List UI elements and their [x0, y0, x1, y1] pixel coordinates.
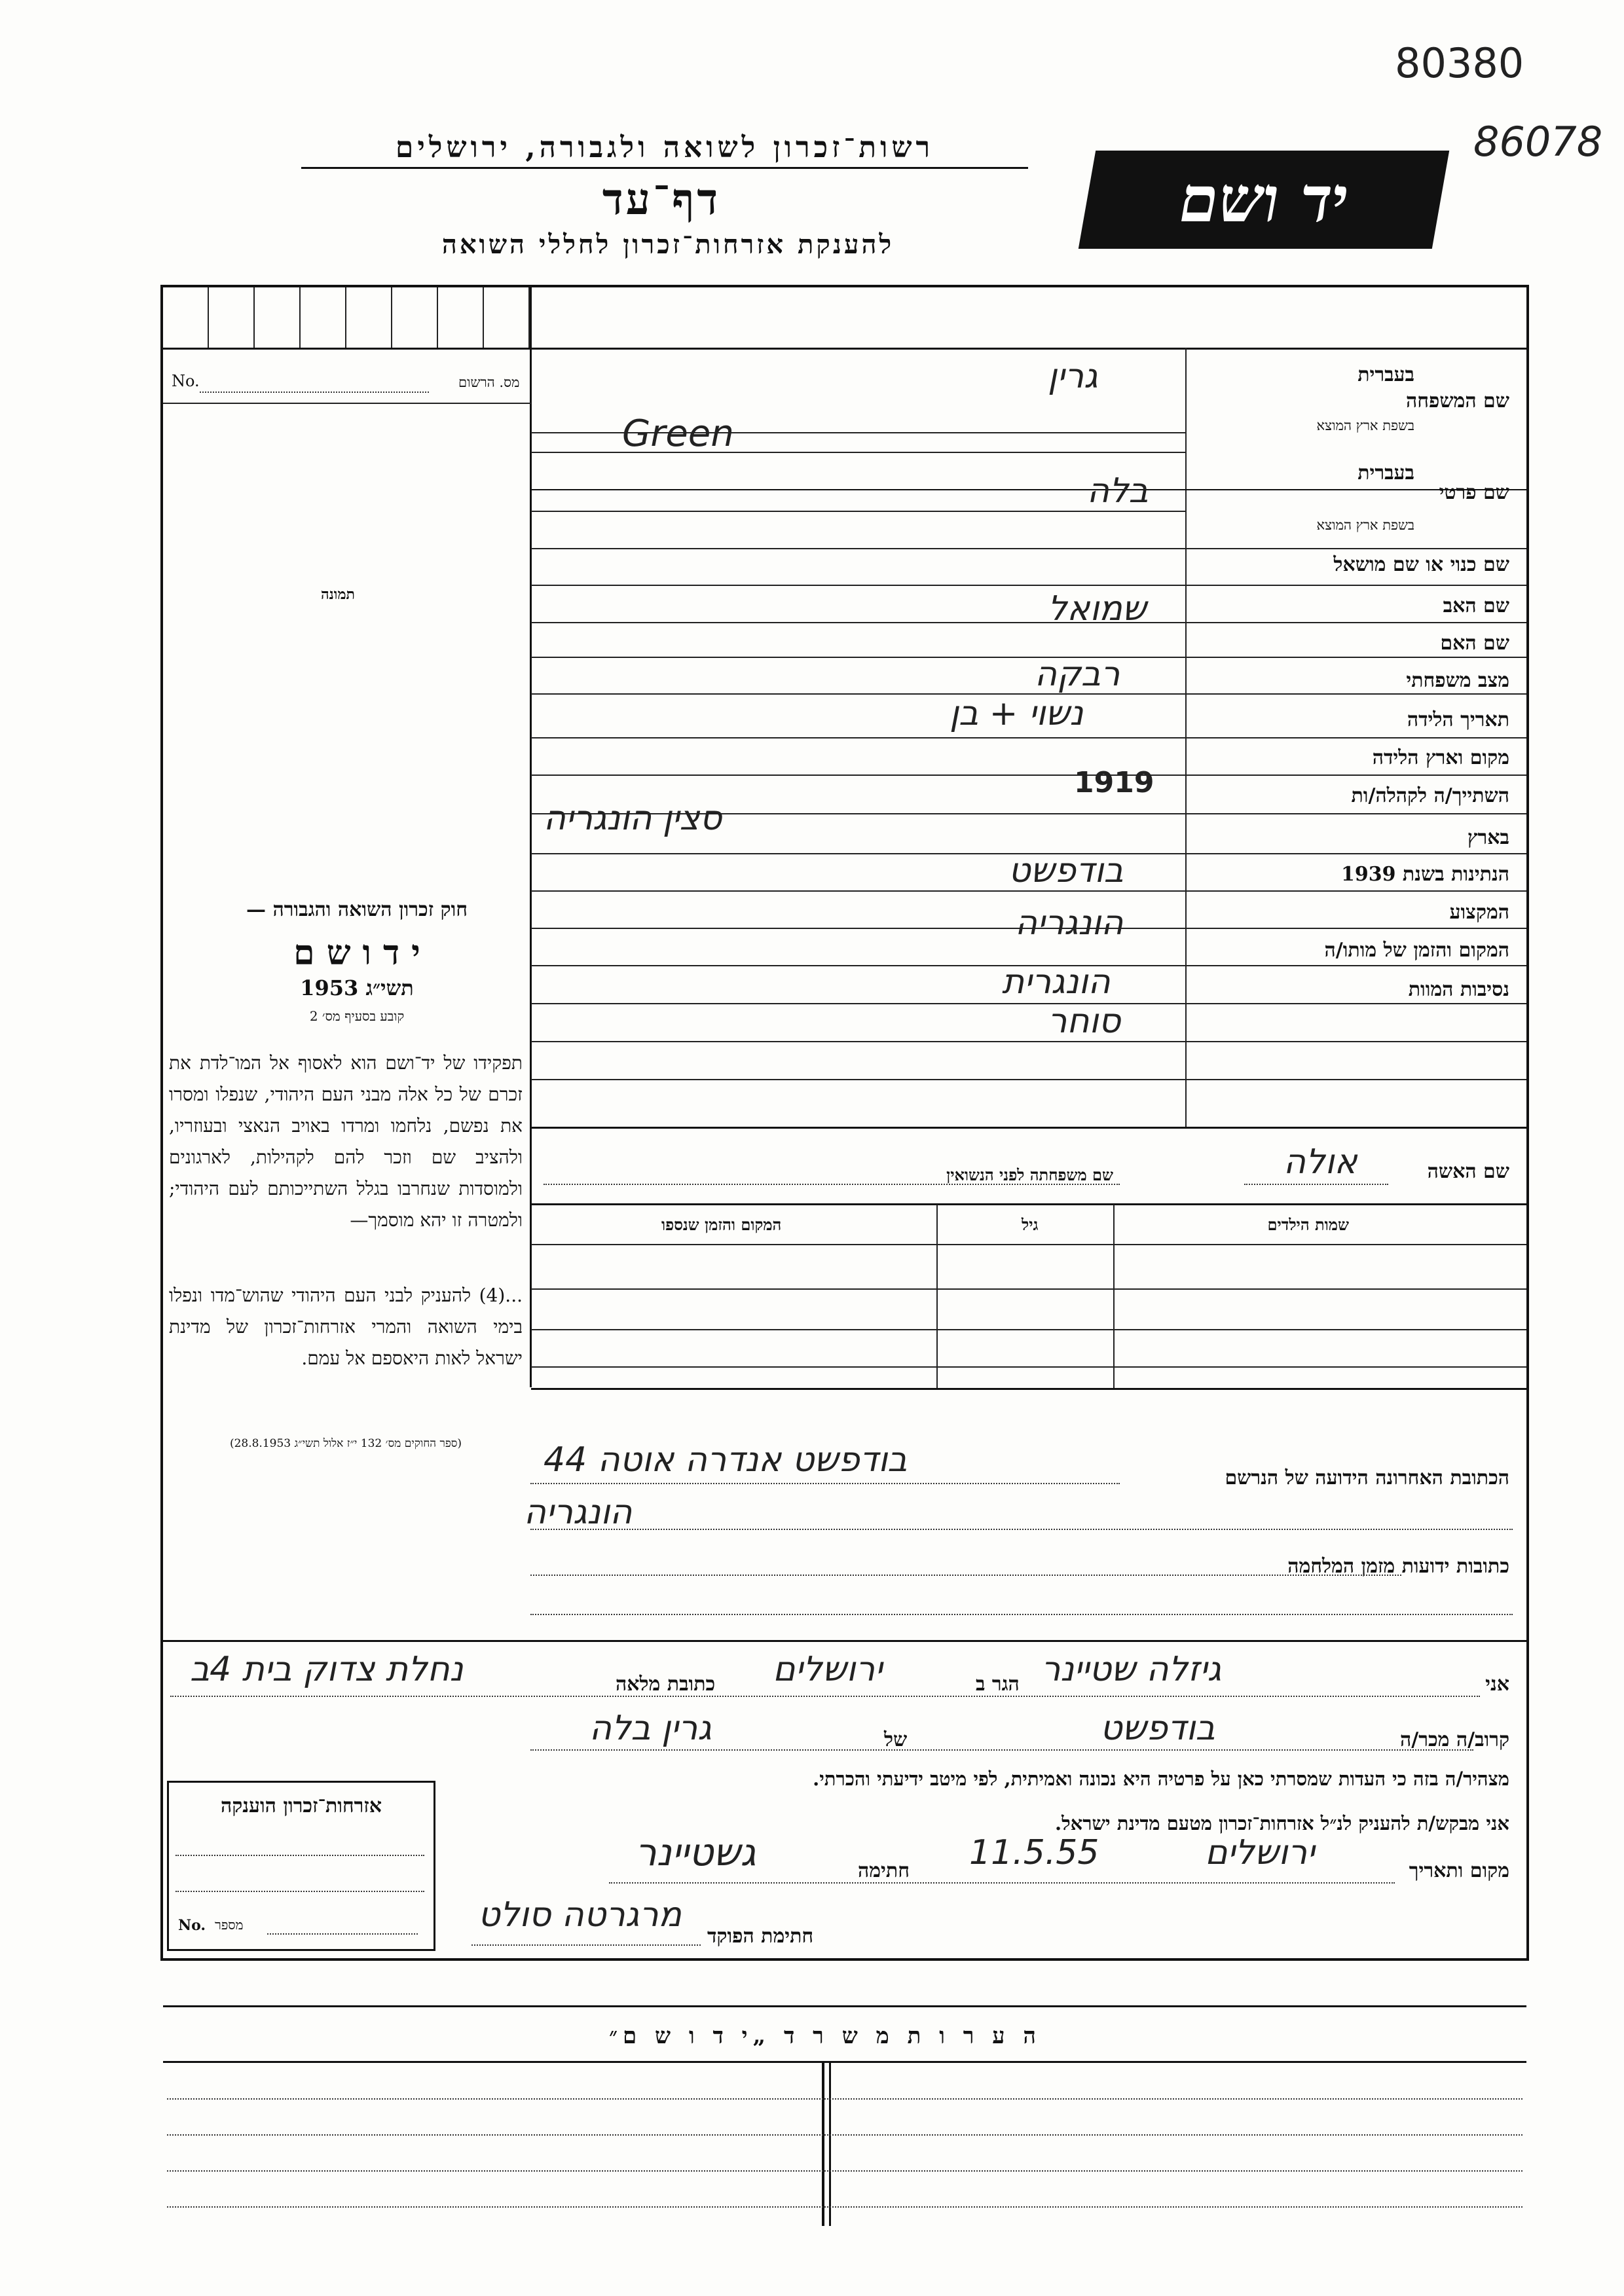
first-name-label: שם פרטי: [1439, 481, 1509, 504]
country-value[interactable]: הונגריה: [1015, 903, 1124, 943]
officer-label: חתימת הפוקד: [707, 1925, 814, 1948]
last-address-value-2[interactable]: הונגריה: [524, 1493, 633, 1532]
mother-label: שם האם: [1440, 632, 1509, 655]
authority-line: רשות־זכרון לשואה ולגבורה, ירושלים: [301, 131, 1028, 169]
declaration-text: מצהיר/ה בזה כי העדות שמסרתי כאן על פרטיה היא נכונה ואמיתית, לפי מיטב ידיעתי והכרתי.: [813, 1768, 1509, 1790]
mother-value[interactable]: רבקה: [1035, 655, 1120, 694]
certificate-box: [167, 1781, 435, 1951]
address-value[interactable]: נחלת צדוק בית 4ב: [190, 1650, 464, 1689]
of-label: של: [884, 1728, 908, 1751]
signature-value[interactable]: גשטיינר: [635, 1830, 756, 1874]
certificate-number-field[interactable]: [267, 1933, 418, 1935]
last-address-value[interactable]: בודפשט אנדרה אוטה 44: [544, 1440, 908, 1480]
photo-label: תמונה: [321, 586, 355, 603]
nickname-label: שם כנוי או שם מושאל: [1333, 553, 1509, 576]
office-notes-title: ה ע ר ו ת מ ש ר ד „י ד ו ש ם״: [609, 2023, 1041, 2049]
profession-label: המקצוע: [1449, 901, 1509, 924]
witness-name-value[interactable]: גיזלה שטיינר: [1041, 1650, 1222, 1689]
birthplace-value[interactable]: סצין הונגריה: [544, 799, 722, 838]
law-year: תשי״ג 1953: [300, 975, 414, 1000]
community-value[interactable]: בודפשט: [1008, 851, 1124, 890]
certificate-no: No.: [178, 1917, 206, 1934]
office-notes-line[interactable]: [167, 2134, 1522, 2136]
law-paragraph-1: תפקידו של יד־ושם הוא לאסוף אל המו־לדת את זכרם של כל אלה מבני העם היהודי, שנפלו ומסרו את נפשם, נלחמו ומרדו באויב הנאצי ובעוזריו, ולהציב שם וזכר להם לקהילות, לארגונים ולמוסדות שנחרבו בגלל השתייכותם לעם היהודי; ולמטרה זו יהא מוסמך—: [169, 1052, 523, 1231]
birthdate-label: תאריך הלידה: [1407, 708, 1509, 731]
witness-i-label: אני: [1485, 1673, 1509, 1696]
war-addresses-field[interactable]: [530, 1575, 1401, 1576]
first-name-hebrew-label: בעברית: [1357, 462, 1414, 484]
family-name-hebrew-label: בעברית: [1357, 363, 1414, 386]
wife-label: שם האשה: [1427, 1160, 1509, 1183]
citizenship-value[interactable]: הונגרית: [1002, 962, 1111, 1002]
circumstances-label: נסיבות המוות: [1408, 978, 1509, 1001]
place-date-label: מקום ותאריך: [1409, 1859, 1509, 1882]
marital-value[interactable]: נשוי + בן: [950, 694, 1084, 733]
code-boxes: [163, 287, 530, 348]
wife-maiden-label: שם משפחתה לפני הנשואין: [946, 1165, 1113, 1184]
signature-label: חתימה: [858, 1859, 910, 1882]
country-label: בארץ: [1467, 826, 1509, 849]
first-name-origin-label: בשפת ארץ המוצא: [1316, 517, 1414, 533]
office-notes-line[interactable]: [167, 2206, 1522, 2208]
law-name: י ד ו ש ם: [293, 933, 420, 973]
date-value[interactable]: 11.5.55: [969, 1833, 1099, 1872]
birthdate-value[interactable]: 1919: [1074, 766, 1154, 799]
wife-maiden-field[interactable]: [544, 1184, 1120, 1185]
relative-value[interactable]: בודפשט: [1100, 1709, 1215, 1748]
certificate-number-label: מספר: [215, 1917, 244, 1933]
officer-signature[interactable]: מרגרטה סולט: [478, 1895, 682, 1935]
family-name-hebrew-value[interactable]: גרין: [1048, 357, 1098, 396]
father-value[interactable]: שמואל: [1048, 589, 1147, 629]
birthplace-label: מקום וארץ הלידה: [1372, 746, 1509, 769]
margin-number-top: 80380: [1395, 39, 1524, 87]
children-age-header: גיל: [1022, 1215, 1039, 1234]
profession-value[interactable]: סוחר: [1048, 1002, 1121, 1041]
address-label: כתובת מלאה: [616, 1673, 716, 1696]
first-name-hebrew-value[interactable]: בלה: [1087, 471, 1149, 511]
certificate-title: אזרחות־זכרון הוענקה: [220, 1795, 382, 1817]
law-citation: (ספר החוקים מס׳ 132 י״ז אלול תשי״ג 28.8.1953): [229, 1437, 462, 1450]
citizenship-label: הנתינות בשנת 1939: [1340, 863, 1509, 886]
margin-number-second: 86078: [1473, 118, 1603, 166]
page-title: דף־עד: [602, 173, 721, 225]
page-subtitle: להענקת אזרחות־זכרון לחללי השואה: [441, 229, 895, 260]
office-notes-line[interactable]: [167, 2098, 1522, 2100]
wife-value[interactable]: אולה: [1283, 1142, 1357, 1182]
last-address-field[interactable]: [530, 1483, 1120, 1484]
resides-label: הגר ב: [976, 1673, 1020, 1696]
law-clause: קובע בסעיף מס׳ 2: [309, 1008, 405, 1024]
registration-field[interactable]: [200, 392, 429, 393]
death-label: המקום והזמן של מותו/ה: [1324, 939, 1509, 962]
community-label: השתייך/ה לקהלה/ות: [1351, 784, 1509, 807]
children-place-header: המקום והזמן שנספו: [661, 1215, 782, 1234]
wife-name-field[interactable]: [1244, 1184, 1388, 1185]
place-value[interactable]: ירושלים: [1205, 1833, 1315, 1872]
last-address-label: הכתובת האחרונה הידועה של הנרשם: [1225, 1467, 1509, 1489]
request-text: אני מבקש/ת להעניק לנ״ל אזרחות־זכרון מטעם מדינת ישראל.: [1055, 1812, 1509, 1834]
relative-label: קרוב/ה מכר/ה: [1400, 1728, 1509, 1751]
registration-label: מס. הרשום: [458, 374, 520, 390]
law-heading: חוק זכרון השואה והגבורה —: [246, 898, 468, 921]
marital-label: מצב משפחתי: [1406, 669, 1509, 692]
family-name-origin-value[interactable]: Green: [622, 412, 734, 455]
family-name-label: שם המשפחה: [1405, 390, 1509, 412]
yad-vashem-logo: יד ושם: [1079, 151, 1449, 249]
registration-no: No.: [172, 372, 200, 390]
office-notes-line[interactable]: [167, 2170, 1522, 2172]
family-name-origin-label: בשפת ארץ המוצא: [1316, 418, 1414, 433]
resides-value[interactable]: ירושלים: [773, 1650, 883, 1689]
law-paragraph-2: ...(4) להעניק לבני העם היהודי שהוש־מדו ונפלו בימי השואה והמרי אזרחות־זכרון של מדינת ישראל לאות היאספם אל עמם.: [169, 1285, 523, 1369]
children-names-header: שמות הילדים: [1267, 1215, 1349, 1234]
of-value[interactable]: גרין בלה: [589, 1709, 712, 1748]
father-label: שם האב: [1443, 594, 1509, 617]
war-addresses-label: כתובות ידועות מזמן המלחמה: [1287, 1555, 1509, 1578]
